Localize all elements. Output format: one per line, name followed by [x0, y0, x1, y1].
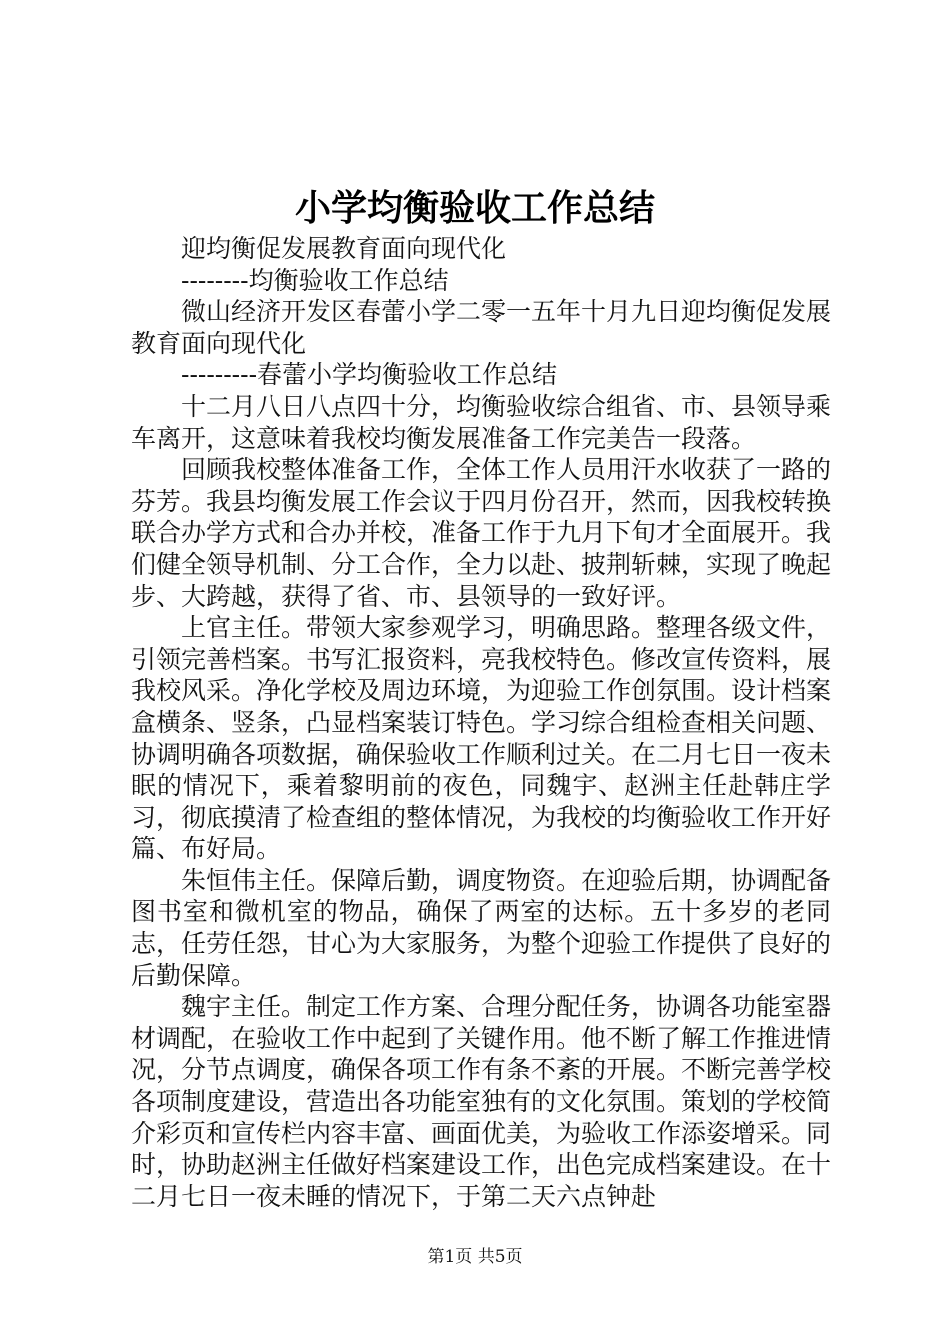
- paragraph: 回顾我校整体准备工作，全体工作人员用汗水收获了一路的芬芳。我县均衡发展工作会议于四月份召开，然而，因我校转换联合办学方式和合办并校，准备工作于九月下旬才全面展开。我们健全领导机制、分工合作，全力以赴、披荆斩棘，实现了晚起步、大跨越，获得了省、市、县领导的一致好评。: [131, 455, 832, 611]
- page-footer: 第1页 共5页: [427, 1247, 523, 1267]
- paragraph: 朱恒伟主任。保障后勤，调度物资。在迎验后期，协调配备图书室和微机室的物品，确保了两室的达标。五十多岁的老同志，任劳任怨，甘心为大家服务，为整个迎验工作提供了良好的后勤保障。: [131, 865, 832, 990]
- paragraph: --------均衡验收工作总结: [181, 265, 449, 295]
- paragraph: ---------春蕾小学均衡验收工作总结: [181, 360, 558, 390]
- paragraph: 十二月八日八点四十分，均衡验收综合组省、市、县领导乘车离开，这意味着我校均衡发展准备工作完美告一段落。: [131, 391, 832, 453]
- paragraph: 微山经济开发区春蕾小学二零一五年十月九日迎均衡促发展教育面向现代化: [131, 297, 832, 358]
- document-body: [131, 233, 831, 1212]
- paragraph: 魏宇主任。制定工作方案、合理分配任务，协调各功能室器材调配，在验收工作中起到了关键作用。他不断了解工作推进情况，分节点调度，确保各项工作有条不紊的开展。不断完善学校各项制度建设，营造出各功能室独有的文化氛围。策划的学校简介彩页和宣传栏内容丰富、画面优美，为验收工作添姿增采。同时，协助赵洲主任做好档案建设工作，出色完成档案建设。在十二月七日一夜未睡的情况下，于第二天六点钟赴: [131, 992, 832, 1211]
- paragraph: 迎均衡促发展教育面向现代化: [181, 234, 507, 263]
- paragraph: 上官主任。带领大家参观学习，明确思路。整理各级文件，引领完善档案。书写汇报资料，亮我校特色。修改宣传资料，展我校风采。净化学校及周边环境，为迎验工作创氛围。设计档案盒横条、竖条，凸显档案装订特色。学习综合组检查相关问题、协调明确各项数据，确保验收工作顺利过关。在二月七日一夜未眠的情况下，乘着黎明前的夜色，同魏宇、赵洲主任赴韩庄学习，彻底摸清了检查组的整体情况，为我校的均衡验收工作开好篇、布好局。: [131, 613, 832, 864]
- document-title: 小学均衡验收工作总结: [294, 187, 655, 229]
